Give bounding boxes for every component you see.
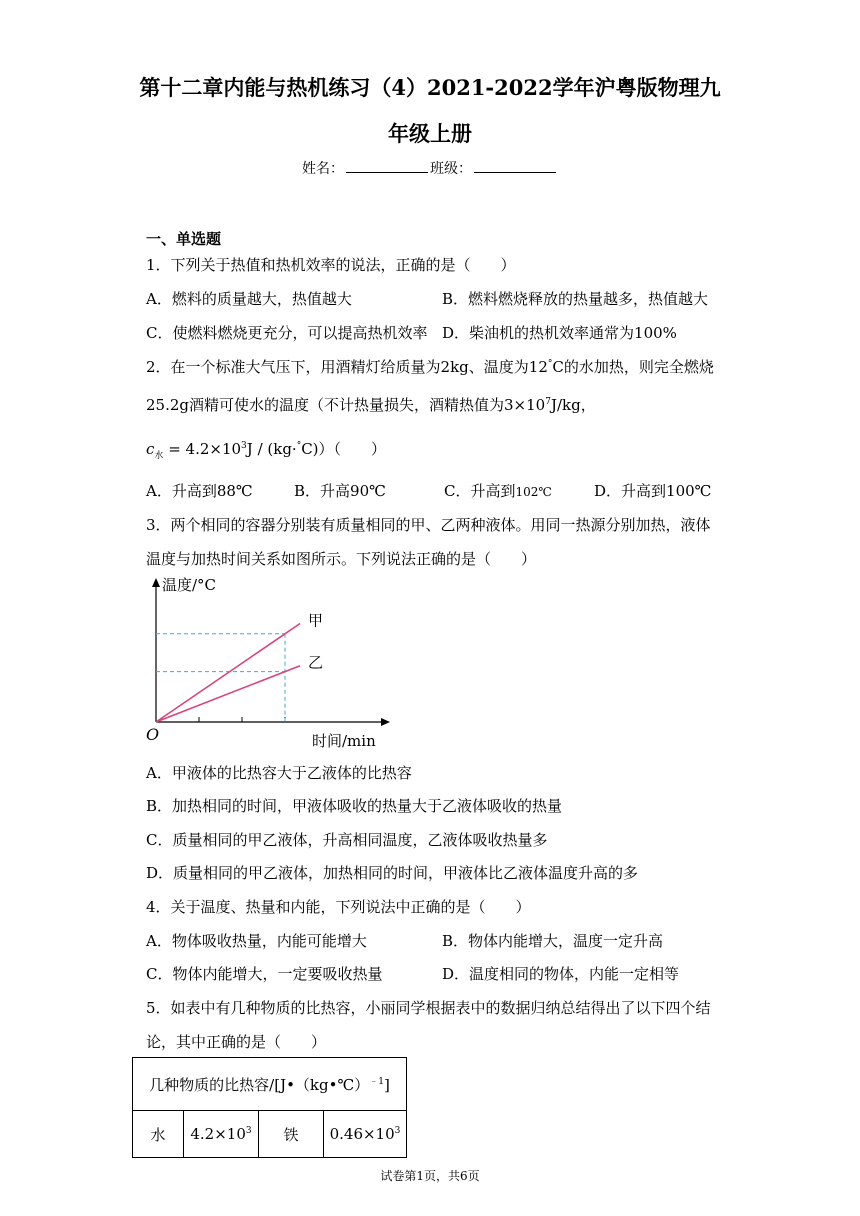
page-footer: 试卷第1页，共6页 bbox=[380, 1169, 480, 1183]
name-label: 姓名： bbox=[302, 161, 344, 177]
y-axis-arrow bbox=[152, 578, 160, 587]
q1-stem: 1．下列关于热值和热机效率的说法，正确的是（ ） bbox=[146, 256, 516, 274]
q3-stem-line2: 温度与加热时间关系如图所示。下列说法正确的是（ ） bbox=[146, 550, 537, 568]
q1-option-a: A．燃料的质量越大，热值越大 bbox=[146, 290, 352, 308]
table-header-text: 几种物质的比热容/[J•（kg•℃） bbox=[149, 1075, 370, 1094]
q2-stem-line3: $c_水 = 4.2\times 10^3J / (kg\cdot^\circ C)$）（ ） bbox=[146, 440, 387, 461]
page-title: 第十二章内能与热机练习（4）2021-2022学年沪粤版物理九 bbox=[139, 75, 721, 100]
q4-stem: 4．关于温度、热量和内能，下列说法中正确的是（ ） bbox=[146, 898, 531, 916]
q3-option-d: D．质量相同的甲乙液体，加热相同的时间，甲液体比乙液体温度升高的多 bbox=[146, 864, 639, 882]
table-header-row bbox=[133, 1058, 407, 1111]
q2-option-c bbox=[444, 480, 552, 501]
table-cell: 铁 bbox=[259, 1111, 324, 1158]
specific-heat-table bbox=[132, 1057, 407, 1158]
q3-option-a: A．甲液体的比热容大于乙液体的比热容 bbox=[146, 764, 412, 782]
q2-option-d: D．升高到100℃ bbox=[594, 482, 712, 500]
q4-option-b: B．物体内能增大，温度一定升高 bbox=[442, 932, 664, 950]
q2-stem-text-a: 2．在一个标准大气压下，用酒精灯给质量为2kg、温度为12 bbox=[146, 358, 548, 376]
page-title-line2: 年级上册 bbox=[388, 121, 472, 146]
table-cell bbox=[324, 1111, 407, 1158]
q3-stem-line1: 3．两个相同的容器分别装有质量相同的甲、乙两种液体。用同一热源分别加热，液体 bbox=[146, 516, 711, 534]
q4-option-c: C．物体内能增大，一定要吸收热量 bbox=[146, 965, 383, 983]
q2-exponent: 7 bbox=[545, 397, 551, 407]
table-cell-text: 4.2×10 bbox=[190, 1125, 246, 1143]
q2-option-b: B．升高90℃ bbox=[294, 482, 386, 500]
series-label: 甲 bbox=[308, 611, 324, 630]
q2-option-c-prefix: C．升高到 bbox=[444, 482, 516, 500]
series-line-2 bbox=[156, 666, 300, 722]
q2-c-symbol: c bbox=[146, 440, 155, 458]
q3-option-b: B．加热相同的时间，甲液体吸收的热量大于乙液体吸收的热量 bbox=[146, 797, 563, 815]
section-heading: 一、单选题 bbox=[146, 230, 222, 248]
table-header-end: ] bbox=[383, 1075, 390, 1094]
q2-option-a: A．升高到88℃ bbox=[146, 482, 253, 500]
x-ticks bbox=[199, 717, 285, 722]
q2-formula-b: J / (kg· bbox=[246, 440, 297, 458]
q5-stem-line1: 5．如表中有几种物质的比热容，小丽同学根据表中的数据归纳总结得出了以下四个结 bbox=[146, 999, 711, 1017]
q2-formula-exp: 3 bbox=[241, 441, 247, 451]
table-cell-exp: 3 bbox=[245, 1126, 252, 1136]
q2-stem2-text-a: 25.2g酒精可使水的温度（不计热量损失，酒精热值为3×10 bbox=[146, 396, 546, 414]
q2-stem-text-b: C的水加热，则完全燃烧 bbox=[552, 358, 714, 376]
x-axis-arrow bbox=[381, 718, 390, 726]
series-label: 乙 bbox=[308, 653, 324, 672]
table-cell-exp: 3 bbox=[394, 1126, 401, 1136]
table-row bbox=[133, 1111, 407, 1158]
q1-option-d: D．柴油机的热机效率通常为100% bbox=[442, 324, 677, 342]
origin-label: O bbox=[146, 725, 160, 744]
table-header-cell bbox=[133, 1058, 407, 1111]
table-cell: 水 bbox=[133, 1111, 184, 1158]
q2-stem2-text-b: J/kg， bbox=[550, 396, 596, 414]
temperature-time-chart bbox=[140, 572, 390, 752]
q3-option-c: C．质量相同的甲乙液体，升高相同温度，乙液体吸收热量多 bbox=[146, 831, 548, 849]
q2-option-c-value: 102℃ bbox=[515, 485, 552, 499]
q2-stem-line1: 2．在一个标准大气压下，用酒精灯给质量为2kg、温度为12°C的水加热，则完全燃烧 bbox=[146, 358, 714, 376]
q4-option-d: D．温度相同的物体，内能一定相等 bbox=[442, 965, 680, 983]
q4-option-a: A．物体吸收热量，内能可能增大 bbox=[146, 932, 367, 950]
student-info bbox=[0, 158, 860, 178]
q2-c-sub: 水 bbox=[154, 451, 164, 461]
q5-stem-line2: 论，其中正确的是（ ） bbox=[146, 1033, 327, 1051]
table-header-exp: ﹣1 bbox=[369, 1076, 384, 1087]
y-axis-label: 温度/°C bbox=[162, 576, 217, 594]
q1-option-b: B．燃料燃烧释放的热量越多，热值越大 bbox=[442, 290, 709, 308]
q2-formula-c: C)）（ ） bbox=[301, 440, 387, 458]
q1-option-c: C．使燃料燃烧更充分，可以提高热机效率 bbox=[146, 324, 428, 342]
class-blank[interactable] bbox=[474, 160, 556, 173]
series-lines bbox=[156, 612, 323, 722]
q2-stem-line2 bbox=[146, 394, 596, 415]
x-axis-label: 时间/min bbox=[312, 732, 376, 750]
q2-formula-a: = 4.2×10 bbox=[163, 440, 242, 458]
series-line-1 bbox=[156, 624, 300, 722]
table-cell-text: 0.46×10 bbox=[329, 1125, 395, 1143]
name-blank[interactable] bbox=[346, 160, 428, 173]
class-label: 班级： bbox=[430, 161, 472, 177]
table-cell bbox=[184, 1111, 259, 1158]
